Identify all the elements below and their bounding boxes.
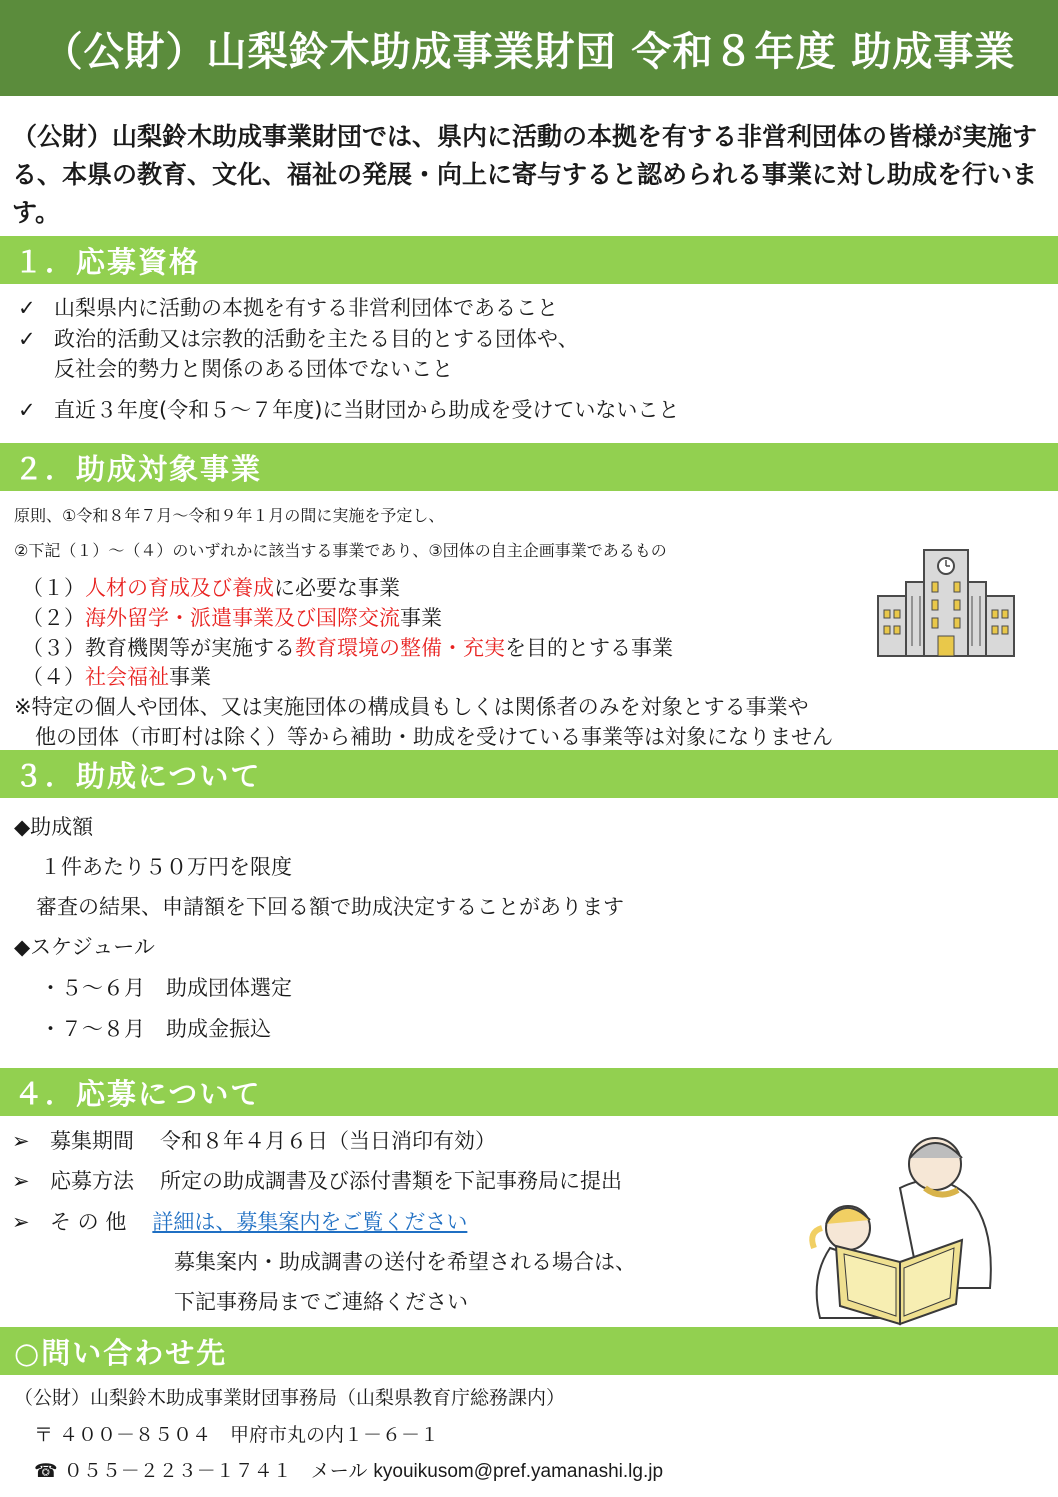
- contact-organization: （公財）山梨鈴木助成事業財団事務局（山梨県教育庁総務課内）: [14, 1387, 566, 1409]
- target-item-2: （２）海外留学・派遣事業及び国際交流事業: [22, 606, 442, 630]
- school-building-illustration: [876, 546, 1016, 658]
- target-item-1: （１）人材の育成及び養成に必要な事業: [22, 576, 400, 600]
- arrow-bullet-icon: ➢: [12, 1210, 30, 1234]
- application-other-note-2: 下記事務局までご連絡ください: [174, 1290, 468, 1314]
- target-note-1: ※特定の個人や団体、又は実施団体の構成員もしくは関係者のみを対象とする事業や: [14, 695, 809, 719]
- contact-phone: ０５５－２２３－１７４１ メール: [63, 1460, 368, 1482]
- check-icon: ✓: [18, 398, 36, 422]
- section-heading-application: ４．応募について: [0, 1068, 1058, 1116]
- intro-text: （公財）山梨鈴木助成事業財団では、県内に活動の本拠を有する非営利団体の皆様が実施する、本県の教育、文化、福祉の発展・向上に寄与すると認められる事業に対し助成を行います。: [12, 122, 1038, 227]
- grant-amount-label: ◆助成額: [14, 815, 94, 839]
- schedule-label: ◆スケジュール: [14, 935, 155, 959]
- page-title: （公財）山梨鈴木助成事業財団 令和８年度 助成事業: [0, 0, 1058, 96]
- contact-email-link[interactable]: kyouikusom@pref.yamanashi.lg.jp: [373, 1461, 664, 1482]
- arrow-bullet-icon: ➢: [12, 1129, 30, 1153]
- check-icon: ✓: [18, 327, 36, 351]
- application-other-row: ➢ そ の 他 詳細は、募集案内をご覧ください: [12, 1210, 468, 1234]
- reading-illustration: [800, 1128, 1000, 1328]
- application-other-note-1: 募集案内・助成調書の送付を希望される場合は、: [174, 1250, 636, 1274]
- section-heading-contact: ○問い合わせ先: [0, 1327, 1058, 1375]
- grant-amount-note: 審査の結果、申請額を下回る額で助成決定することがあります: [36, 895, 624, 919]
- arrow-bullet-icon: ➢: [12, 1169, 30, 1193]
- section-heading-eligibility: １．応募資格: [0, 236, 1058, 284]
- guide-details-link[interactable]: 詳細は、募集案内をご覧ください: [152, 1210, 468, 1234]
- application-method-row: ➢ 応募方法 所定の助成調書及び添付書類を下記事務局に提出: [12, 1169, 622, 1193]
- contact-phone-email: [34, 1456, 663, 1483]
- phone-icon: ☎: [34, 1460, 58, 1482]
- target-item-3: （３）教育機関等が実施する教育環境の整備・充実を目的とする事業: [22, 636, 673, 660]
- target-item-4: （４）社会福祉事業: [22, 665, 211, 689]
- section-heading-grant-info: ３．助成について: [0, 750, 1058, 798]
- check-icon: ✓: [18, 296, 36, 320]
- contact-address: 〒 ４００－８５０４ 甲府市丸の内１－６－１: [34, 1424, 440, 1446]
- section-heading-target-projects: ２．助成対象事業: [0, 443, 1058, 491]
- target-principle-1: 原則、①令和８年７月～令和９年１月の間に実施を予定し、: [14, 506, 445, 525]
- schedule-item-1: ・５～６月 助成団体選定: [40, 976, 292, 1000]
- grant-amount-limit: １件あたり５０万円を限度: [40, 855, 292, 879]
- schedule-item-2: ・７～８月 助成金振込: [40, 1017, 271, 1041]
- application-period-row: ➢ 募集期間 令和８年４月６日（当日消印有効）: [12, 1129, 496, 1153]
- eligibility-item-2: ✓ 政治的活動又は宗教的活動を主たる目的とする団体や、: [18, 327, 579, 351]
- target-principle-2: ②下記（１）～（４）のいずれかに該当する事業であり、③団体の自主企画事業であるもの: [14, 541, 667, 560]
- eligibility-item-1: ✓ 山梨県内に活動の本拠を有する非営利団体であること: [18, 296, 558, 320]
- eligibility-item-2-cont: 反社会的勢力と関係のある団体でないこと: [54, 357, 453, 381]
- target-note-2: 他の団体（市町村は除く）等から補助・助成を受けている事業等は対象になりません: [14, 725, 833, 749]
- eligibility-item-3: ✓ 直近３年度(令和５～７年度)に当財団から助成を受けていないこと: [18, 398, 680, 422]
